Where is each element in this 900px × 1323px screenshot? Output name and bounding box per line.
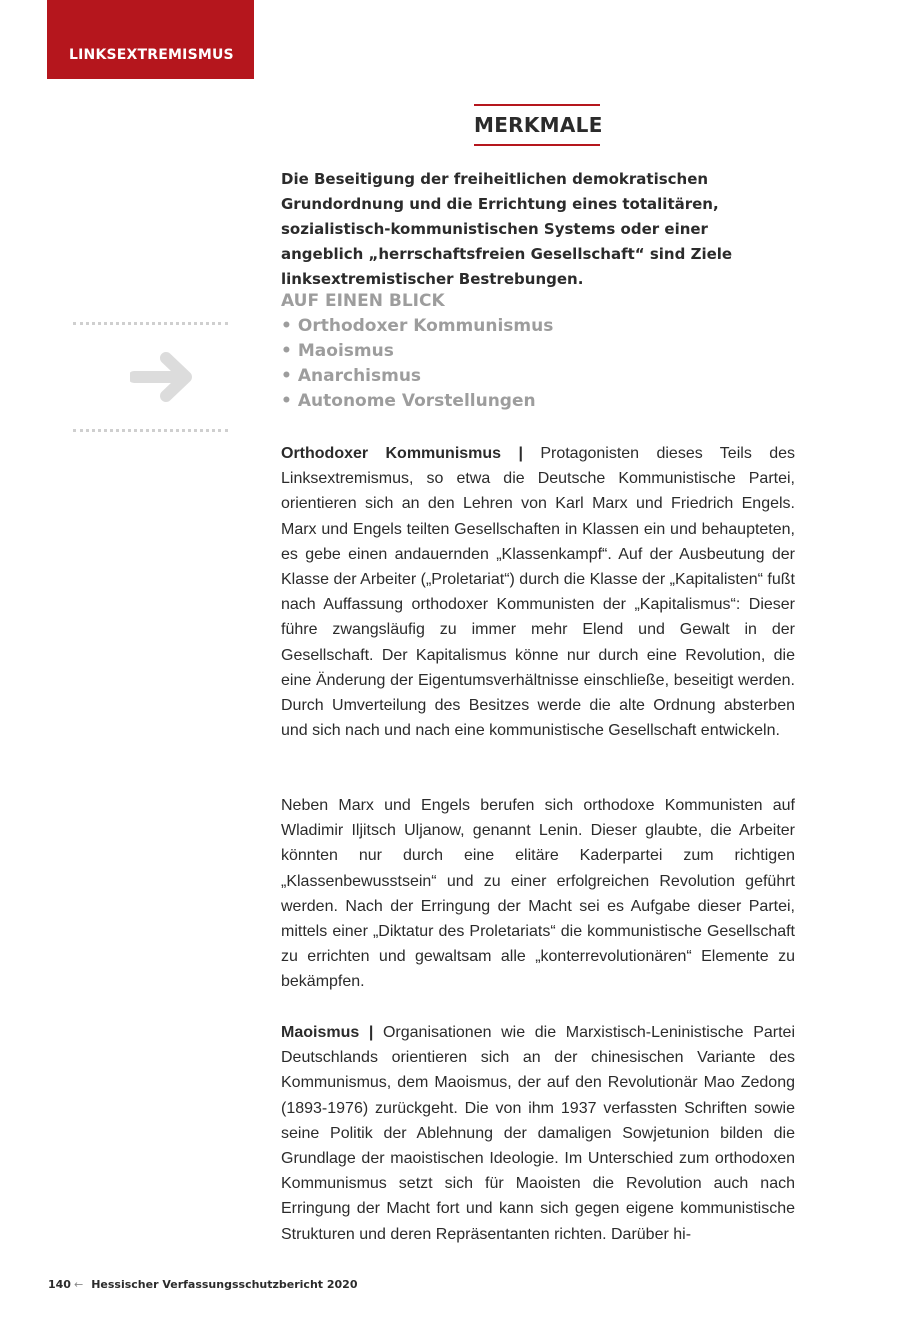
list-item: • Anarchismus bbox=[281, 366, 422, 386]
at-a-glance-box bbox=[281, 289, 795, 414]
paragraph-lead-in: Orthodoxer Kommunismus | bbox=[281, 445, 523, 462]
page-footer bbox=[48, 1278, 358, 1291]
paragraph-text: Neben Marx und Engels berufen sich orthodoxe Kommunisten auf Wladimir Iljitsch Uljanow, genannt Lenin. Dieser glaubte, die Arbeiter könnten nur durch eine elitäre Kaderpartei zum richtigen „Klassenbewusstsein“ und zu einer erfolgreichen Revolution geführt werden. Nach der Erringung der Macht sei es Aufgabe dieser Partei, mittels einer „Diktatur des Proletariats“ die kommunistische Gesellschaft zu errichten und gewaltsam alle „konterrevolutionären“ Elemente zu bekämpfen. bbox=[281, 797, 795, 991]
at-a-glance-list bbox=[281, 314, 795, 414]
arrow-right-icon bbox=[130, 352, 196, 402]
paragraph-text: Protagonisten dieses Teils des Linksextremismus, so etwa die Deutsche Kommunistische Partei, orientieren sich an den Lehren von Karl Marx und Friedrich Engels. Marx und Engels teilten Gesellschaften in Klassen ein und behaupteten, es gebe einen andauernden „Klassenkampf“. Auf der Ausbeutung der Klasse der Arbeiter („Proletariat“) durch die Klasse der „Kapitalisten“ fußt nach Auffassung orthodoxer Kommunisten der „Kapitalismus“: Dieser führe zwangsläufig zu immer mehr Elend und Gewalt in der Gesellschaft. Der Kapitalismus könne nur durch eine Revolution, die eine Änderung der Eigentumsverhältnisse einschließe, beseitigt werden. Durch Umverteilung des Besitzes werde die alte Ordnung absterben und sich nach und nach eine kommunistische Gesellschaft entwickeln. bbox=[281, 445, 796, 740]
publication-title: Hessischer Verfassungsschutzbericht 2020 bbox=[91, 1278, 358, 1291]
paragraph-lead-in: Maoismus | bbox=[281, 1024, 374, 1041]
paragraph-maoism bbox=[281, 1020, 795, 1247]
page-number: 140 bbox=[48, 1278, 71, 1291]
section-heading bbox=[474, 104, 603, 146]
back-arrow-icon[interactable]: ← bbox=[73, 1278, 84, 1291]
lead-paragraph: Die Beseitigung der freiheitlichen demokratischen Grundordnung und die Errichtung eines totalitären, sozialistisch-kommunistischen Systems oder einer angeblich „herrschaftsfreien Gesellschaft“ sind Ziele linksextremistischer Bestrebungen. bbox=[281, 170, 733, 288]
dotted-divider-bottom bbox=[73, 429, 228, 432]
at-a-glance-heading: AUF EINEN BLICK bbox=[281, 291, 445, 311]
title-bottom-rule bbox=[474, 144, 600, 146]
section-tab: LINKSEXTREMISMUS bbox=[47, 0, 254, 79]
paragraph-text: Organisationen wie die Marxistisch-Leninistische Partei Deutschlands orientieren sich an der chinesischen Variante des Kommunismus, dem Maoismus, der auf den Revolutionär Mao Zedong (1893-1976) zurückgeht. Die von ihm 1937 verfassten Schriften sowie seine Politik der Ablehnung der damaligen Sowjetunion bilden die Grundlage der maoistischen Ideologie. Im Unterschied zum orthodoxen Kommunismus setzt sich für Maoisten die Revolution auch nach Erringung der Macht fort und kann sich gegen eigene kommunistische Strukturen und deren Repräsentanten richten. Darüber hi- bbox=[281, 1024, 796, 1243]
list-item: • Autonome Vorstellungen bbox=[281, 391, 536, 411]
list-item: • Maoismus bbox=[281, 341, 394, 361]
section-title: MERKMALE bbox=[474, 113, 603, 137]
list-item: • Orthodoxer Kommunismus bbox=[281, 316, 554, 336]
paragraph-orthodox-communism bbox=[281, 441, 795, 743]
dotted-divider-top bbox=[73, 322, 228, 325]
paragraph-lenin bbox=[281, 793, 795, 995]
